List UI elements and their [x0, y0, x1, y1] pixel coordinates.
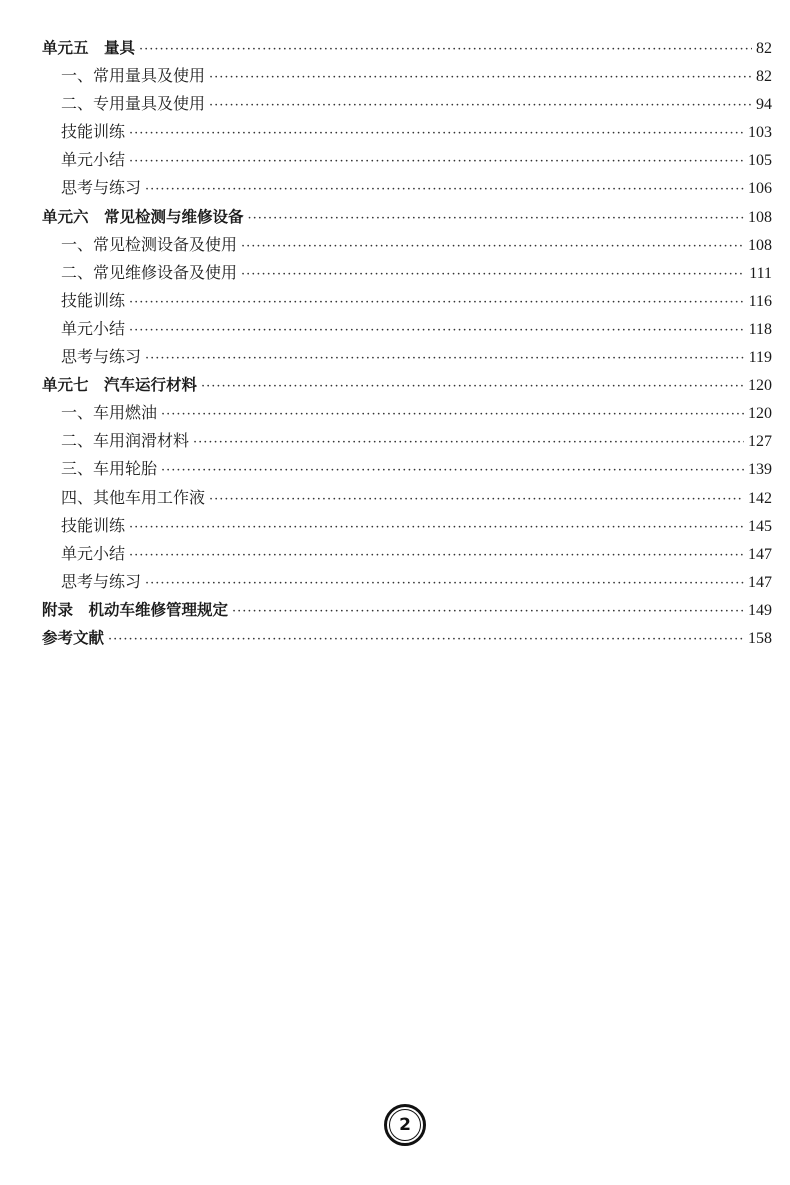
- dot-leader: [145, 345, 745, 373]
- toc-entry-page: 158: [748, 629, 772, 647]
- toc-entry[interactable]: [42, 427, 772, 455]
- toc-entry-page: 120: [748, 377, 772, 395]
- toc-entry-page: 82: [756, 68, 772, 86]
- dot-leader: [145, 176, 744, 204]
- toc-entry-title: 思考与练习: [61, 347, 142, 367]
- toc-entry-title: 三、车用轮胎: [61, 459, 158, 479]
- dot-leader: [193, 429, 744, 457]
- toc-entry-page: 142: [748, 489, 772, 507]
- toc-entry[interactable]: [42, 62, 772, 90]
- toc-entry-title: 四、其他车用工作液: [61, 487, 206, 507]
- toc-entry-title: 单元小结: [61, 318, 126, 338]
- toc-entry-page: 127: [748, 433, 772, 451]
- dot-leader: [129, 148, 744, 176]
- dot-leader: [241, 233, 744, 261]
- toc-entry-title: 参考文献: [42, 628, 105, 647]
- toc-entry-title: 一、常用量具及使用: [61, 66, 206, 86]
- toc-entry[interactable]: [42, 34, 772, 62]
- toc-entry[interactable]: [42, 343, 772, 371]
- toc-entry[interactable]: [42, 203, 772, 231]
- toc-entry[interactable]: [42, 174, 772, 202]
- toc-entry[interactable]: [42, 287, 772, 315]
- toc-entry-title: 一、车用燃油: [61, 403, 158, 423]
- toc-entry-page: 119: [748, 349, 772, 367]
- toc-entry-title: 单元五 量具: [42, 39, 136, 57]
- toc-entry-page: 111: [749, 264, 772, 282]
- toc-entry-page: 116: [748, 292, 772, 310]
- toc-entry-title: 技能训练: [61, 290, 126, 310]
- toc-entry-page: 103: [748, 124, 772, 142]
- dot-leader: [232, 598, 744, 626]
- toc-entry[interactable]: [42, 540, 772, 568]
- toc-entry-title: 二、常见维修设备及使用: [61, 262, 238, 282]
- toc-entry-page: 149: [748, 601, 772, 619]
- toc-entry-page: 139: [748, 461, 772, 479]
- toc-entry[interactable]: [42, 399, 772, 427]
- toc-entry[interactable]: [42, 596, 772, 624]
- toc-entry[interactable]: [42, 484, 772, 512]
- dot-leader: [209, 64, 752, 92]
- toc-entry-page: 145: [748, 517, 772, 535]
- toc-entry-page: 120: [748, 405, 772, 423]
- toc-entry-title: 单元小结: [61, 543, 126, 563]
- toc-entry-title: 单元六 常见检测与维修设备: [42, 207, 244, 226]
- toc-entry-page: 94: [756, 96, 772, 114]
- toc-entry[interactable]: [42, 624, 772, 652]
- toc-entry[interactable]: [42, 455, 772, 483]
- toc-entry-title: 技能训练: [61, 122, 126, 142]
- dot-leader: [129, 289, 745, 317]
- toc-entry[interactable]: [42, 259, 772, 287]
- dot-leader: [129, 542, 744, 570]
- toc-entry-page: 118: [748, 320, 772, 338]
- dot-leader: [129, 514, 744, 542]
- toc-entry-title: 思考与练习: [61, 571, 142, 591]
- dot-leader: [145, 570, 744, 598]
- toc-entry[interactable]: [42, 231, 772, 259]
- toc-entry-title: 二、车用润滑材料: [61, 431, 190, 451]
- toc-entry[interactable]: [42, 90, 772, 118]
- toc-entry-page: 108: [748, 236, 772, 254]
- toc-entry[interactable]: [42, 568, 772, 596]
- toc-entry-title: 单元七 汽车运行材料: [42, 376, 198, 395]
- dot-leader: [129, 317, 745, 345]
- dot-leader: [139, 36, 752, 64]
- dot-leader: [129, 120, 744, 148]
- toc-entry-title: 附录 机动车维修管理规定: [42, 600, 229, 619]
- toc-entry-title: 思考与练习: [61, 178, 142, 198]
- toc-entry-title: 技能训练: [61, 515, 126, 535]
- toc-entry-page: 106: [748, 180, 772, 198]
- dot-leader: [108, 626, 744, 654]
- toc-entry-page: 147: [748, 545, 772, 563]
- table-of-contents: [42, 34, 772, 652]
- toc-entry[interactable]: [42, 118, 772, 146]
- toc-entry[interactable]: [42, 315, 772, 343]
- dot-leader: [209, 486, 744, 514]
- toc-entry-title: 一、常见检测设备及使用: [61, 234, 238, 254]
- toc-entry-page: 82: [756, 40, 772, 57]
- dot-leader: [161, 457, 744, 485]
- toc-entry[interactable]: [42, 512, 772, 540]
- toc-entry[interactable]: [42, 371, 772, 399]
- toc-entry[interactable]: [42, 146, 772, 174]
- toc-entry-title: 单元小结: [61, 150, 126, 170]
- toc-entry-page: 147: [748, 573, 772, 591]
- dot-leader: [248, 205, 744, 233]
- page-number: 2: [399, 1115, 411, 1135]
- toc-entry-title: 二、专用量具及使用: [61, 94, 206, 114]
- dot-leader: [241, 261, 745, 289]
- toc-entry-page: 108: [748, 208, 772, 226]
- dot-leader: [209, 92, 752, 120]
- page-number-badge: [383, 1103, 427, 1147]
- dot-leader: [161, 401, 744, 429]
- dot-leader: [201, 373, 744, 401]
- toc-entry-page: 105: [748, 152, 772, 170]
